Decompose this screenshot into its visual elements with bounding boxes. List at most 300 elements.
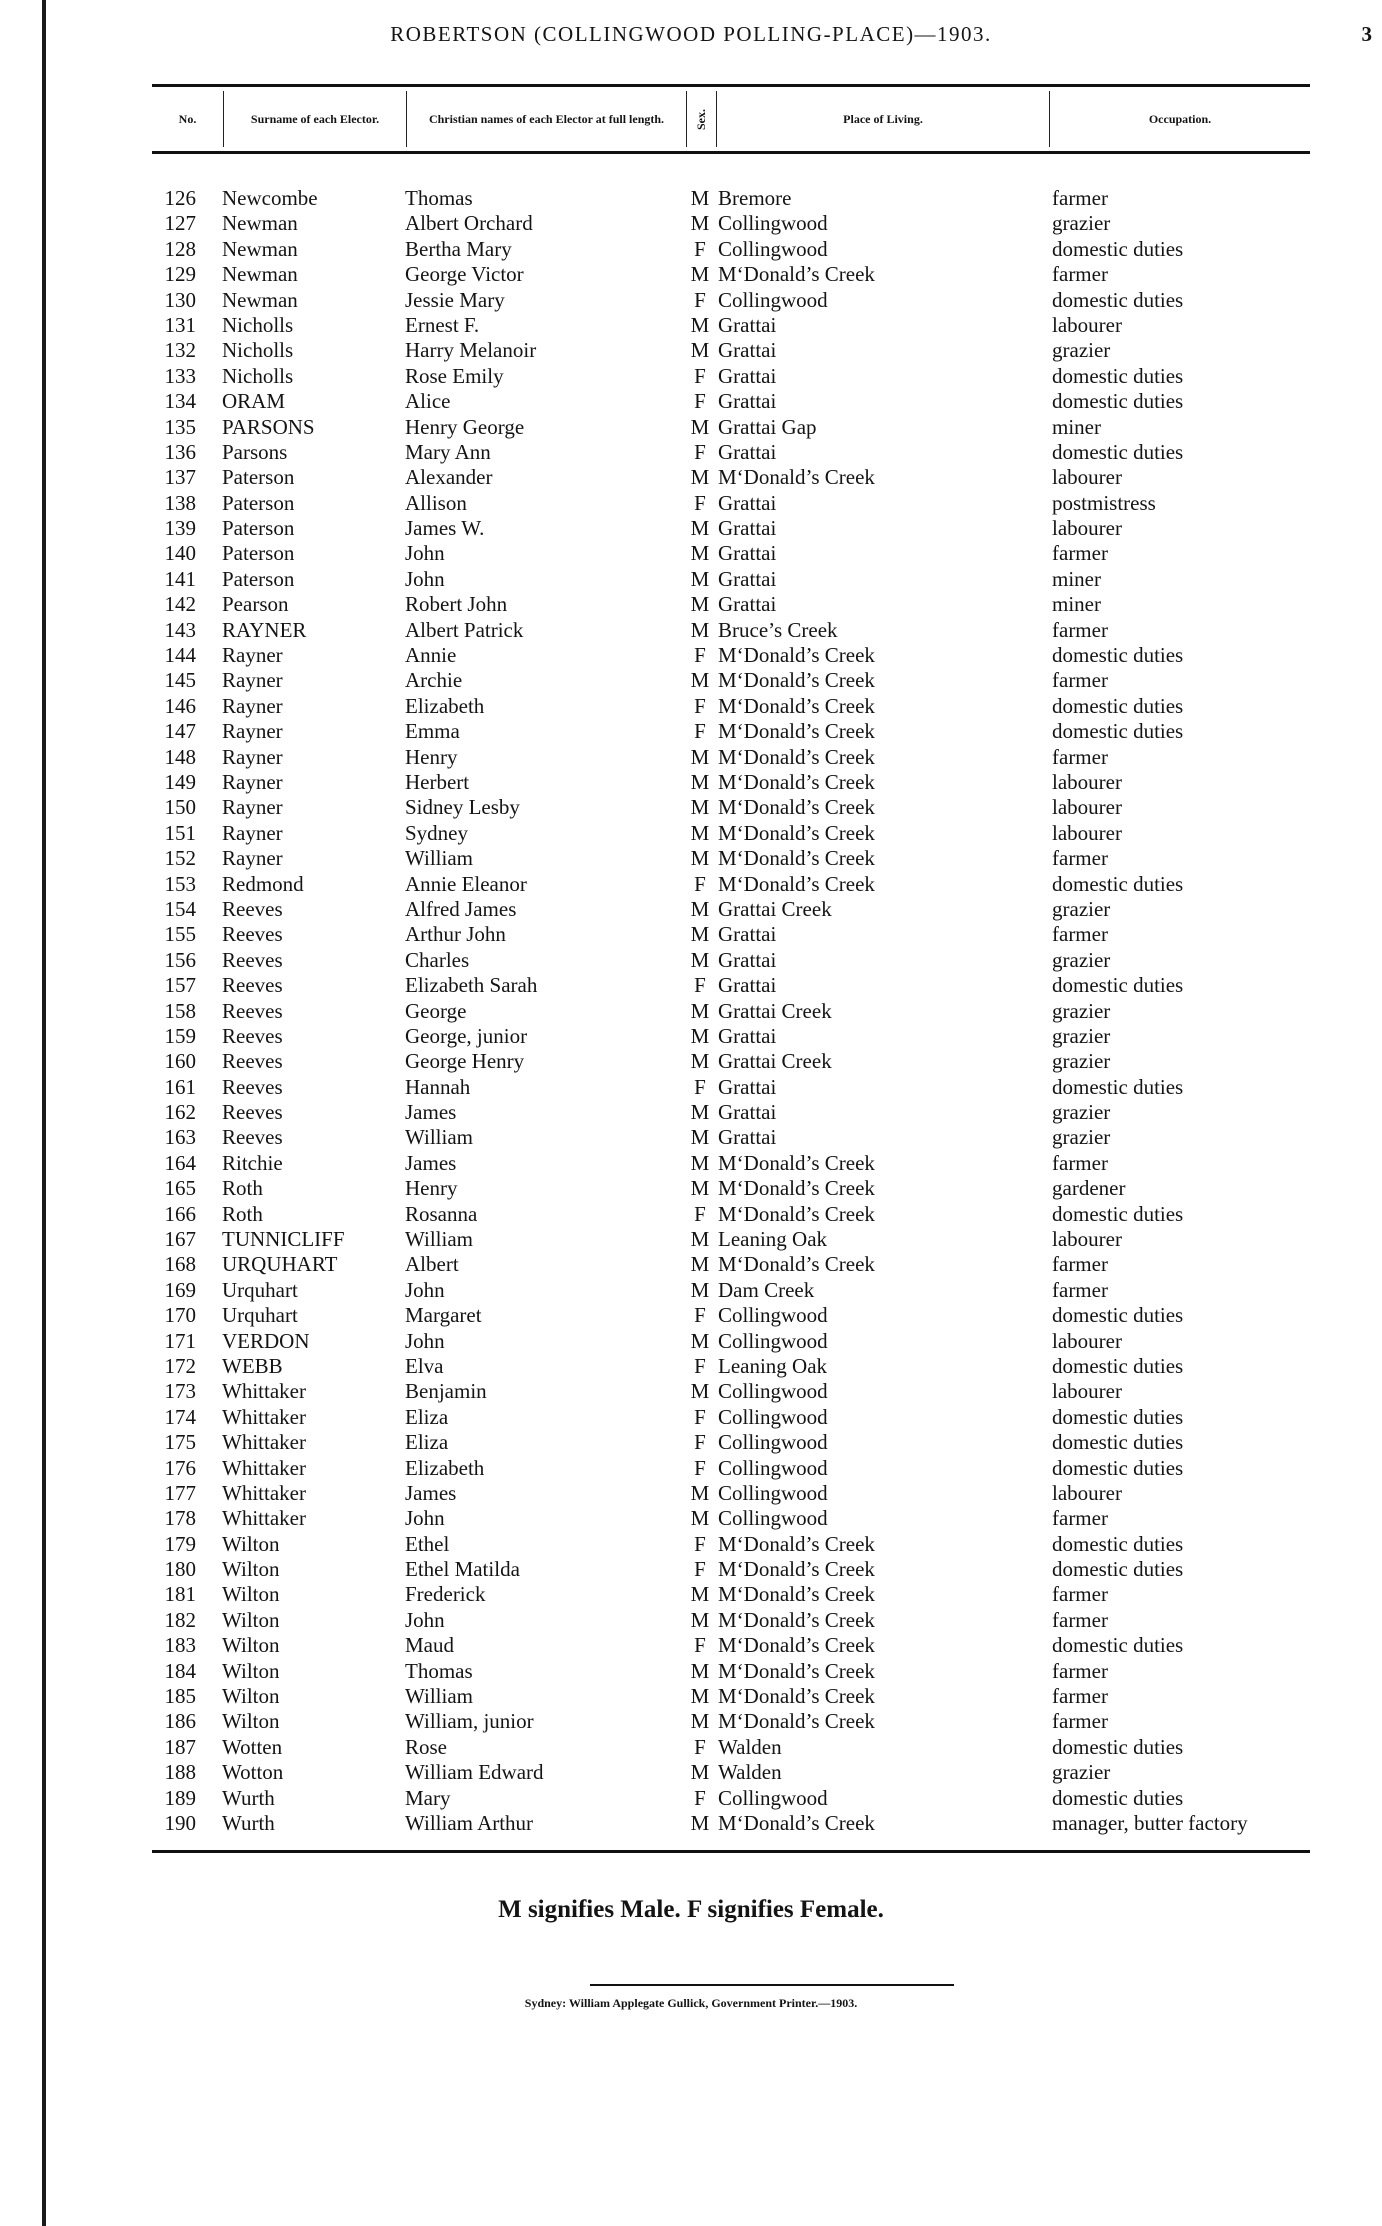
cell-surname: Rayner (222, 643, 283, 668)
cell-christian-names: James (405, 1480, 457, 1505)
cell-occupation: labourer (1052, 820, 1122, 845)
cell-sex: M (690, 1379, 710, 1404)
cell-surname: RAYNER (222, 617, 307, 642)
cell-place: Grattai (718, 592, 777, 617)
cell-occupation: labourer (1052, 795, 1122, 820)
cell-sex: F (694, 719, 706, 744)
cell-sex: M (690, 1658, 710, 1683)
cell-number: 145 (164, 668, 196, 693)
cell-occupation: miner (1052, 566, 1101, 591)
cell-occupation: farmer (1052, 1252, 1108, 1277)
cell-number: 146 (164, 693, 196, 718)
table-row (152, 1659, 1352, 1684)
cell-place: M‘Donald’s Creek (718, 846, 875, 871)
column-header-sex: Sex. (687, 91, 717, 147)
cell-sex: M (690, 1176, 710, 1201)
cell-sex: F (694, 1074, 706, 1099)
cell-sex: M (690, 617, 710, 642)
table-row (152, 1532, 1352, 1557)
cell-number: 181 (164, 1582, 196, 1607)
cell-surname: Nicholls (222, 338, 294, 363)
cell-surname: URQUHART (222, 1252, 338, 1277)
cell-occupation: labourer (1052, 516, 1122, 541)
cell-sex: F (694, 490, 706, 515)
cell-christian-names: Mary (405, 1785, 451, 1810)
cell-surname: Reeves (222, 922, 283, 947)
table-row (152, 1024, 1352, 1049)
cell-number: 138 (164, 490, 196, 515)
cell-occupation: domestic duties (1052, 236, 1184, 261)
cell-surname: Rayner (222, 795, 283, 820)
cell-christian-names: Albert Orchard (405, 211, 533, 236)
cell-place: M‘Donald’s Creek (718, 1252, 875, 1277)
page-title: ROBERTSON (COLLINGWOOD POLLING-PLACE)—1903. (390, 22, 992, 46)
cell-sex: F (694, 363, 706, 388)
table-row (152, 211, 1352, 236)
column-header-surname: Surname of each Elector. (224, 91, 407, 147)
cell-sex: F (694, 1353, 706, 1378)
cell-number: 173 (164, 1379, 196, 1404)
cell-christian-names: Arthur John (405, 922, 506, 947)
cell-place: M‘Donald’s Creek (718, 719, 875, 744)
cell-sex: M (690, 1506, 710, 1531)
table-row (152, 389, 1352, 414)
cell-number: 167 (164, 1227, 196, 1252)
cell-surname: Wilton (222, 1531, 280, 1556)
table-row (152, 719, 1352, 744)
cell-number: 142 (164, 592, 196, 617)
cell-surname: Paterson (222, 465, 295, 490)
cell-place: Grattai (718, 566, 777, 591)
cell-surname: VERDON (222, 1328, 310, 1353)
cell-christian-names: Mary Ann (405, 439, 491, 464)
cell-christian-names: William Edward (405, 1760, 544, 1785)
cell-place: M‘Donald’s Creek (718, 1531, 875, 1556)
cell-sex: M (690, 1125, 710, 1150)
cell-number: 161 (164, 1074, 196, 1099)
cell-place: M‘Donald’s Creek (718, 744, 875, 769)
cell-number: 144 (164, 643, 196, 668)
cell-sex: M (690, 1252, 710, 1277)
table-row (152, 745, 1352, 770)
cell-place: M‘Donald’s Creek (718, 871, 875, 896)
cell-occupation: domestic duties (1052, 693, 1184, 718)
table-row (152, 1329, 1352, 1354)
cell-occupation: grazier (1052, 1049, 1111, 1074)
cell-christian-names: James W. (405, 516, 485, 541)
table-row (152, 262, 1352, 287)
column-header-place: Place of Living. (717, 91, 1050, 147)
cell-place: Dam Creek (718, 1277, 815, 1302)
cell-occupation: farmer (1052, 1150, 1108, 1175)
cell-christian-names: George Henry (405, 1049, 525, 1074)
cell-surname: Rayner (222, 820, 283, 845)
cell-surname: Whittaker (222, 1404, 306, 1429)
cell-christian-names: Sydney (405, 820, 468, 845)
cell-christian-names: Elizabeth (405, 1455, 485, 1480)
cell-occupation: grazier (1052, 1023, 1111, 1048)
table-row (152, 1811, 1352, 1836)
cell-number: 143 (164, 617, 196, 642)
cell-christian-names: Elva (405, 1353, 444, 1378)
cell-number: 153 (164, 871, 196, 896)
cell-number: 130 (164, 287, 196, 312)
table-row (152, 846, 1352, 871)
cell-sex: F (694, 287, 706, 312)
cell-place: Walden (718, 1734, 782, 1759)
cell-christian-names: Emma (405, 719, 460, 744)
cell-sex: M (690, 465, 710, 490)
cell-surname: Nicholls (222, 312, 294, 337)
cell-surname: Wilton (222, 1658, 280, 1683)
cell-surname: Whittaker (222, 1379, 306, 1404)
cell-occupation: domestic duties (1052, 1633, 1184, 1658)
table-row (152, 999, 1352, 1024)
table-row (152, 795, 1352, 820)
cell-christian-names: Albert Patrick (405, 617, 524, 642)
cell-occupation: labourer (1052, 1227, 1122, 1252)
cell-surname: Reeves (222, 896, 283, 921)
cell-christian-names: James (405, 1150, 457, 1175)
cell-occupation: domestic duties (1052, 1074, 1184, 1099)
margin-line (42, 0, 46, 2226)
cell-christian-names: Henry George (405, 414, 525, 439)
cell-sex: M (690, 769, 710, 794)
table-row (152, 1303, 1352, 1328)
column-header-no: No. (152, 91, 224, 147)
cell-number: 175 (164, 1430, 196, 1455)
table-row (152, 1709, 1352, 1734)
cell-christian-names: Alfred James (405, 896, 517, 921)
cell-christian-names: Alexander (405, 465, 493, 490)
cell-christian-names: Robert John (405, 592, 508, 617)
cell-place: Collingwood (718, 1506, 828, 1531)
table-row (152, 415, 1352, 440)
cell-sex: M (690, 668, 710, 693)
table-row (152, 1430, 1352, 1455)
cell-occupation: domestic duties (1052, 973, 1184, 998)
cell-sex: F (694, 973, 706, 998)
cell-occupation: domestic duties (1052, 871, 1184, 896)
table-row (152, 338, 1352, 363)
cell-number: 169 (164, 1277, 196, 1302)
table-row (152, 186, 1352, 211)
cell-christian-names: Hannah (405, 1074, 471, 1099)
cell-place: Collingwood (718, 1785, 828, 1810)
cell-number: 187 (164, 1734, 196, 1759)
printer-rule (590, 1984, 954, 1986)
cell-place: Grattai (718, 1023, 777, 1048)
cell-number: 141 (164, 566, 196, 591)
table-row (152, 973, 1352, 998)
table-row (152, 567, 1352, 592)
table-row (152, 1252, 1352, 1277)
cell-place: Grattai (718, 541, 777, 566)
cell-place: Grattai (718, 1125, 777, 1150)
cell-number: 177 (164, 1480, 196, 1505)
cell-number: 166 (164, 1201, 196, 1226)
cell-occupation: farmer (1052, 1684, 1108, 1709)
cell-occupation: farmer (1052, 186, 1108, 210)
cell-surname: TUNNICLIFF (222, 1227, 345, 1252)
elector-list (152, 186, 1352, 1836)
cell-number: 158 (164, 998, 196, 1023)
cell-christian-names: Thomas (405, 186, 473, 210)
cell-place: M‘Donald’s Creek (718, 820, 875, 845)
cell-number: 189 (164, 1785, 196, 1810)
cell-number: 179 (164, 1531, 196, 1556)
cell-sex: M (690, 566, 710, 591)
cell-place: Bruce’s Creek (718, 617, 838, 642)
cell-occupation: grazier (1052, 1125, 1111, 1150)
cell-sex: F (694, 1785, 706, 1810)
cell-surname: Wilton (222, 1557, 280, 1582)
cell-christian-names: George, junior (405, 1023, 528, 1048)
column-header-row (152, 84, 1310, 154)
cell-place: Collingwood (718, 211, 828, 236)
cell-christian-names: William (405, 1684, 473, 1709)
cell-occupation: domestic duties (1052, 1734, 1184, 1759)
table-row (152, 1176, 1352, 1201)
cell-sex: M (690, 541, 710, 566)
cell-surname: Roth (222, 1201, 263, 1226)
cell-occupation: farmer (1052, 922, 1108, 947)
cell-christian-names: John (405, 566, 445, 591)
table-row (152, 1227, 1352, 1252)
cell-surname: Rayner (222, 693, 283, 718)
cell-place: M‘Donald’s Creek (718, 1709, 875, 1734)
cell-number: 185 (164, 1684, 196, 1709)
cell-sex: F (694, 1557, 706, 1582)
table-row (152, 1354, 1352, 1379)
cell-christian-names: Ethel (405, 1531, 450, 1556)
cell-occupation: domestic duties (1052, 1303, 1184, 1328)
cell-surname: Wilton (222, 1582, 280, 1607)
cell-place: Leaning Oak (718, 1353, 828, 1378)
cell-place: Grattai Creek (718, 998, 832, 1023)
cell-christian-names: Annie Eleanor (405, 871, 527, 896)
cell-sex: F (694, 1201, 706, 1226)
cell-surname: Urquhart (222, 1303, 298, 1328)
table-row (152, 1456, 1352, 1481)
cell-number: 172 (164, 1353, 196, 1378)
cell-christian-names: Henry (405, 1176, 458, 1201)
table-row (152, 1557, 1352, 1582)
cell-number: 159 (164, 1023, 196, 1048)
cell-sex: M (690, 1049, 710, 1074)
cell-surname: Urquhart (222, 1277, 298, 1302)
table-row (152, 618, 1352, 643)
cell-occupation: domestic duties (1052, 719, 1184, 744)
column-header-christian-names: Christian names of each Elector at full length. (407, 91, 687, 147)
cell-sex: M (690, 922, 710, 947)
cell-place: Grattai (718, 439, 777, 464)
cell-surname: Newman (222, 211, 298, 236)
table-row (152, 1151, 1352, 1176)
table-row (152, 1582, 1352, 1607)
cell-number: 149 (164, 769, 196, 794)
cell-christian-names: Annie (405, 643, 457, 668)
cell-place: Collingwood (718, 1328, 828, 1353)
cell-surname: Nicholls (222, 363, 294, 388)
cell-christian-names: John (405, 1277, 445, 1302)
table-row (152, 1481, 1352, 1506)
cell-christian-names: James (405, 1100, 457, 1125)
cell-number: 156 (164, 947, 196, 972)
cell-place: Grattai (718, 338, 777, 363)
table-row (152, 1278, 1352, 1303)
cell-number: 190 (164, 1811, 196, 1835)
cell-sex: M (690, 1607, 710, 1632)
cell-sex: M (690, 820, 710, 845)
cell-occupation: domestic duties (1052, 1785, 1184, 1810)
cell-sex: F (694, 1455, 706, 1480)
column-header-occupation: Occupation. (1148, 111, 1212, 126)
cell-sex: F (694, 643, 706, 668)
cell-sex: M (690, 744, 710, 769)
cell-christian-names: Sidney Lesby (405, 795, 520, 820)
cell-sex: M (690, 1328, 710, 1353)
cell-occupation: labourer (1052, 1328, 1122, 1353)
table-row (152, 1633, 1352, 1658)
cell-occupation: gardener (1052, 1176, 1126, 1201)
cell-place: Grattai (718, 389, 777, 414)
cell-sex: M (690, 516, 710, 541)
cell-number: 163 (164, 1125, 196, 1150)
cell-christian-names: Archie (405, 668, 463, 693)
cell-sex: F (694, 1531, 706, 1556)
cell-christian-names: John (405, 1506, 445, 1531)
cell-occupation: manager, butter factory (1052, 1811, 1248, 1835)
cell-number: 147 (164, 719, 196, 744)
page-number: 3 (1361, 22, 1372, 46)
table-row (152, 1760, 1352, 1785)
table-row (152, 643, 1352, 668)
cell-occupation: farmer (1052, 262, 1108, 287)
cell-occupation: labourer (1052, 1480, 1122, 1505)
cell-sex: M (690, 1150, 710, 1175)
cell-christian-names: Allison (405, 490, 467, 515)
cell-number: 154 (164, 896, 196, 921)
cell-occupation: farmer (1052, 1709, 1108, 1734)
cell-place: Grattai Creek (718, 896, 832, 921)
cell-christian-names: Henry (405, 744, 458, 769)
cell-christian-names: Ethel Matilda (405, 1557, 520, 1582)
cell-place: Collingwood (718, 1404, 828, 1429)
cell-number: 134 (164, 389, 196, 414)
cell-christian-names: William, junior (405, 1709, 534, 1734)
cell-number: 148 (164, 744, 196, 769)
cell-occupation: farmer (1052, 541, 1108, 566)
table-row (152, 1049, 1352, 1074)
cell-christian-names: William (405, 1125, 473, 1150)
cell-number: 174 (164, 1404, 196, 1429)
cell-christian-names: Benjamin (405, 1379, 487, 1404)
table-row (152, 1506, 1352, 1531)
cell-place: Walden (718, 1760, 782, 1785)
cell-surname: Wilton (222, 1607, 280, 1632)
cell-surname: Paterson (222, 541, 295, 566)
cell-number: 126 (164, 186, 196, 210)
cell-sex: M (690, 592, 710, 617)
cell-surname: Roth (222, 1176, 263, 1201)
cell-number: 182 (164, 1607, 196, 1632)
cell-sex: M (690, 414, 710, 439)
cell-surname: Reeves (222, 1074, 283, 1099)
cell-place: M‘Donald’s Creek (718, 1633, 875, 1658)
table-row (152, 922, 1352, 947)
cell-sex: M (690, 338, 710, 363)
cell-sex: F (694, 1430, 706, 1455)
cell-place: Grattai (718, 312, 777, 337)
cell-place: Grattai (718, 490, 777, 515)
cell-place: Grattai (718, 363, 777, 388)
cell-occupation: domestic duties (1052, 1404, 1184, 1429)
cell-number: 140 (164, 541, 196, 566)
cell-surname: PARSONS (222, 414, 315, 439)
cell-number: 180 (164, 1557, 196, 1582)
cell-sex: M (690, 1100, 710, 1125)
cell-sex: M (690, 262, 710, 287)
cell-christian-names: George Victor (405, 262, 524, 287)
cell-place: M‘Donald’s Creek (718, 1201, 875, 1226)
cell-surname: Wilton (222, 1633, 280, 1658)
table-row (152, 237, 1352, 262)
cell-surname: Newman (222, 287, 298, 312)
cell-number: 188 (164, 1760, 196, 1785)
cell-place: M‘Donald’s Creek (718, 1582, 875, 1607)
cell-occupation: domestic duties (1052, 643, 1184, 668)
cell-number: 184 (164, 1658, 196, 1683)
cell-sex: F (694, 871, 706, 896)
cell-sex: F (694, 236, 706, 261)
table-row (152, 516, 1352, 541)
cell-christian-names: Thomas (405, 1658, 473, 1683)
cell-number: 127 (164, 211, 196, 236)
table-row (152, 440, 1352, 465)
cell-occupation: miner (1052, 414, 1101, 439)
cell-surname: Wurth (222, 1811, 275, 1835)
cell-number: 131 (164, 312, 196, 337)
table-row (152, 465, 1352, 490)
cell-surname: Rayner (222, 846, 283, 871)
cell-christian-names: Margaret (405, 1303, 482, 1328)
table-row (152, 821, 1352, 846)
cell-christian-names: George (405, 998, 467, 1023)
cell-occupation: farmer (1052, 1658, 1108, 1683)
cell-occupation: domestic duties (1052, 287, 1184, 312)
cell-christian-names: Maud (405, 1633, 454, 1658)
cell-surname: WEBB (222, 1353, 283, 1378)
cell-place: Grattai (718, 922, 777, 947)
cell-christian-names: Herbert (405, 769, 470, 794)
cell-occupation: domestic duties (1052, 439, 1184, 464)
cell-christian-names: John (405, 1328, 445, 1353)
cell-place: Collingwood (718, 1430, 828, 1455)
cell-number: 170 (164, 1303, 196, 1328)
cell-surname: Rayner (222, 744, 283, 769)
cell-sex: M (690, 1684, 710, 1709)
cell-sex: M (690, 1811, 710, 1835)
cell-christian-names: Frederick (405, 1582, 486, 1607)
cell-surname: Reeves (222, 973, 283, 998)
cell-christian-names: John (405, 541, 445, 566)
cell-place: Bremore (718, 186, 792, 210)
cell-christian-names: Eliza (405, 1430, 449, 1455)
cell-number: 129 (164, 262, 196, 287)
cell-sex: M (690, 1760, 710, 1785)
table-row (152, 948, 1352, 973)
